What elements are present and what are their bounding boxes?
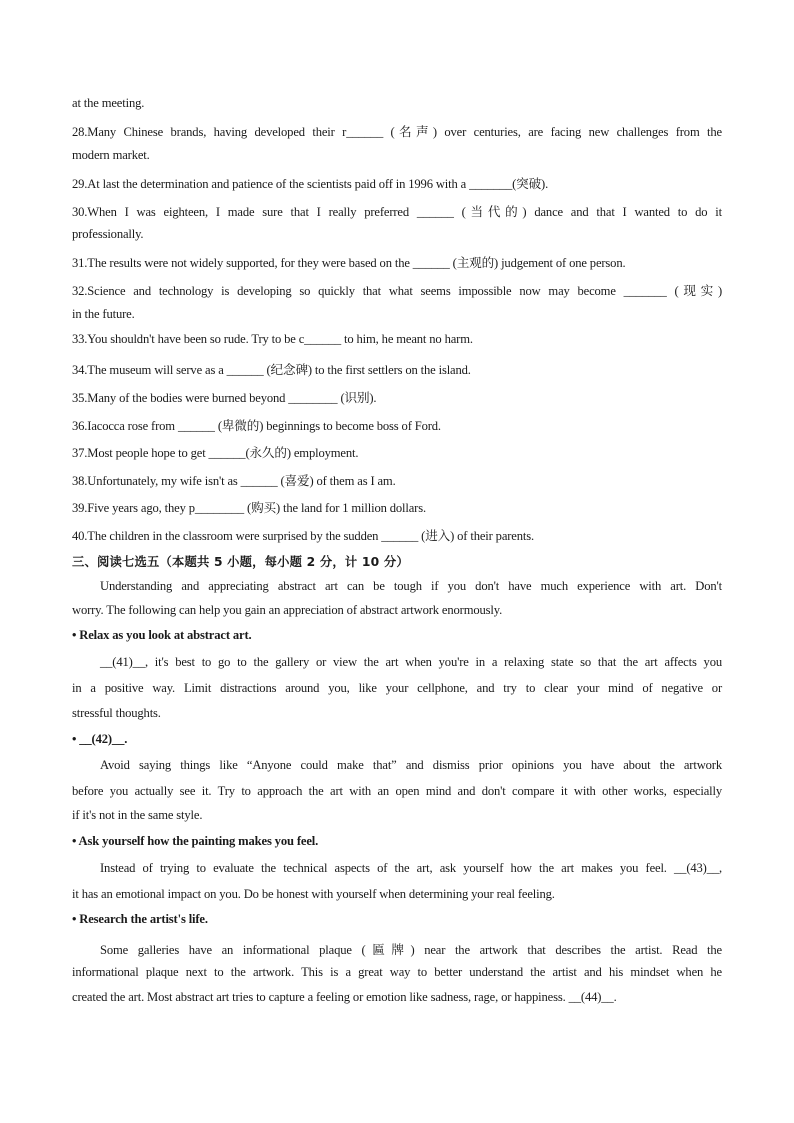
question-32: 32.Science and technology is developing so quickly that what seems impossible now may become _______ (现实) <box>72 284 722 298</box>
paragraph-41-line-3: stressful thoughts. <box>72 706 161 720</box>
question-30: 30.When I was eighteen, I made sure that I really preferred ______ (当代的) dance and that I wanted to do it <box>72 205 722 219</box>
intro-paragraph-line-1: Understanding and appreciating abstract art can be tough if you don't have much experience with art. Don't <box>100 579 722 593</box>
section-heading: 三、阅读七选五（本题共 5 小题，每小题 2 分，计 10 分） <box>72 555 409 569</box>
paragraph-42-line-2: before you actually see it. Try to approach the art with an open mind and don't compare it with other works, especially <box>72 784 722 798</box>
paragraph-41-line-2: in a positive way. Limit distractions around you, like your cellphone, and try to clear your mind of negative or <box>72 681 722 695</box>
question-28: 28.Many Chinese brands, having developed their r______ (名声) over centuries, are facing new challenges from the <box>72 125 722 139</box>
question-28-continued: modern market. <box>72 148 150 162</box>
question-35: 35.Many of the bodies were burned beyond ________ (识别). <box>72 391 377 405</box>
question-34: 34.The museum will serve as a ______ (纪念碑) to the first settlers on the island. <box>72 363 471 377</box>
paragraph-44-line-2: informational plaque next to the artwork. This is a great way to better understand the artist and his mindset when he <box>72 965 722 979</box>
paragraph-41-line-1: __(41)__, it's best to go to the gallery or view the art when you're in a relaxing state so that the art affects you <box>100 655 722 669</box>
question-30-continued: professionally. <box>72 227 144 241</box>
text-line-continuation: at the meeting. <box>72 96 145 110</box>
paragraph-43-line-1: Instead of trying to evaluate the technical aspects of the art, ask yourself how the art makes you feel. __(43)__, <box>100 861 722 875</box>
question-37: 37.Most people hope to get ______(永久的) employment. <box>72 446 359 460</box>
paragraph-43-line-2: it has an emotional impact on you. Do be honest with yourself when determining your real feeling. <box>72 887 555 901</box>
paragraph-44-line-3: created the art. Most abstract art tries to capture a feeling or emotion like sadness, rage, or happiness. __(44)__. <box>72 990 617 1004</box>
question-36: 36.Iacocca rose from ______ (卑微的) beginnings to become boss of Ford. <box>72 419 441 433</box>
paragraph-44-line-1: Some galleries have an informational plaque (匾牌) near the artwork that describes the artist. Read the <box>100 943 722 957</box>
question-29: 29.At last the determination and patience of the scientists paid off in 1996 with a _______(突破). <box>72 177 549 191</box>
subheading-42: • __(42)__. <box>72 732 128 746</box>
question-32-continued: in the future. <box>72 307 135 321</box>
paragraph-42-line-3: if it's not in the same style. <box>72 808 203 822</box>
question-31: 31.The results were not widely supported, for they were based on the ______ (主观的) judgement of one person. <box>72 256 626 270</box>
subheading-ask-yourself: • Ask yourself how the painting makes you feel. <box>72 834 319 848</box>
question-39: 39.Five years ago, they p________ (购买) the land for 1 million dollars. <box>72 501 426 515</box>
question-33: 33.You shouldn't have been so rude. Try to be c______ to him, he meant no harm. <box>72 332 473 346</box>
question-40: 40.The children in the classroom were surprised by the sudden ______ (进入) of their parents. <box>72 529 534 543</box>
intro-paragraph-line-2: worry. The following can help you gain an appreciation of abstract artwork enormously. <box>72 603 503 617</box>
subheading-research: • Research the artist's life. <box>72 912 208 926</box>
subheading-relax: • Relax as you look at abstract art. <box>72 628 252 642</box>
paragraph-42-line-1: Avoid saying things like “Anyone could make that” and dismiss prior opinions you have about the artwork <box>100 758 722 772</box>
question-38: 38.Unfortunately, my wife isn't as ______ (喜爱) of them as I am. <box>72 474 396 488</box>
